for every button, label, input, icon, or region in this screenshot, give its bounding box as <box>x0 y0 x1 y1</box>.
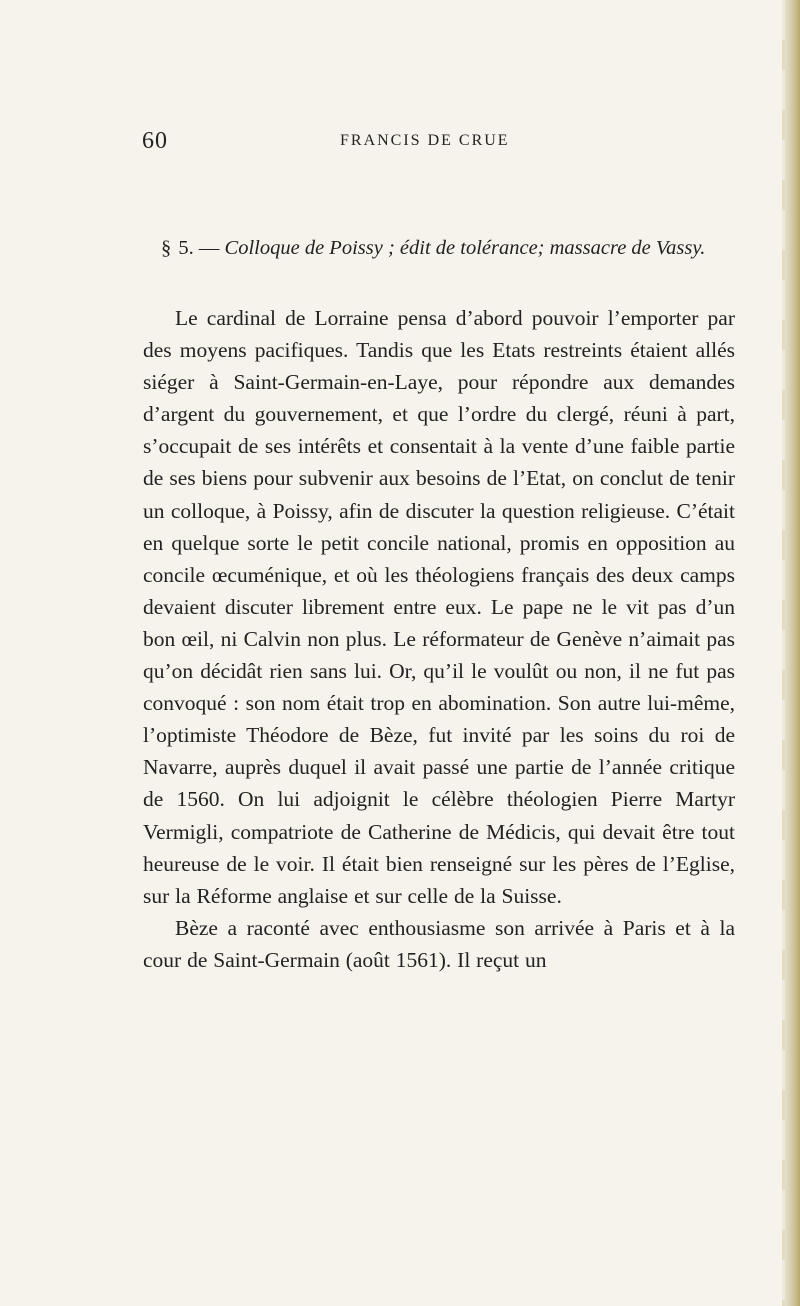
paragraph: Bèze a raconté avec enthousiasme son arrivée à Paris et à la cour de Saint-Germain (août 1561). Il reçut un <box>143 915 735 972</box>
page-header <box>0 128 780 158</box>
page-edge-shadow <box>782 0 800 1306</box>
paragraph: Le cardinal de Lorraine pensa d’abord pouvoir l’emporter par des moyens pacifiques. Tandis que les Etats restreints étaient allés siéger à Saint-Germain-en-Laye, pour répondre aux demandes d’argent du gouvernement, et que l’ordre du clergé, réuni à part, s’occupait de ses intérêts et consentait à la vente d’une faible partie de ses biens pour subvenir aux besoins de l’Etat, on conclut de tenir un colloque, à Poissy, afin de discuter la question religieuse. C’était en quelque sorte le petit concile national, promis en opposition au concile œcuménique, et où les théologiens français des deux camps devaient discuter librement entre eux. Le pape ne le vit pas d’un bon œil, ni Calvin non plus. Le réformateur de Genève n’aimait pas qu’on décidât rien sans lui. Or, qu’il le voulût ou non, il ne fut pas convoqué : son nom était trop en abomination. Son autre lui-même, l’optimiste Théodore de Bèze, fut invité par les soins du roi de Navarre, auprès duquel il avait passé une partie de l’année critique de 1560. On lui adjoignit le célèbre théologien Pierre Martyr Vermigli, compatriote de Catherine de Médicis, qui devait être tout heureuse de le voir. Il était bien renseigné sur les pères de l’Eglise, sur la Réforme anglaise et sur celle de la Suisse. <box>143 306 735 908</box>
section-title: Colloque de Poissy ; édit de tolérance; massacre de Vassy. <box>224 237 706 259</box>
section-sign: § <box>161 237 172 259</box>
page-number: 60 <box>142 128 168 154</box>
running-head: FRANCIS DE CRUE <box>340 132 510 149</box>
section-heading <box>143 230 735 267</box>
body-text <box>143 302 735 976</box>
text-block <box>143 230 735 976</box>
section-number: 5. — <box>178 237 225 259</box>
